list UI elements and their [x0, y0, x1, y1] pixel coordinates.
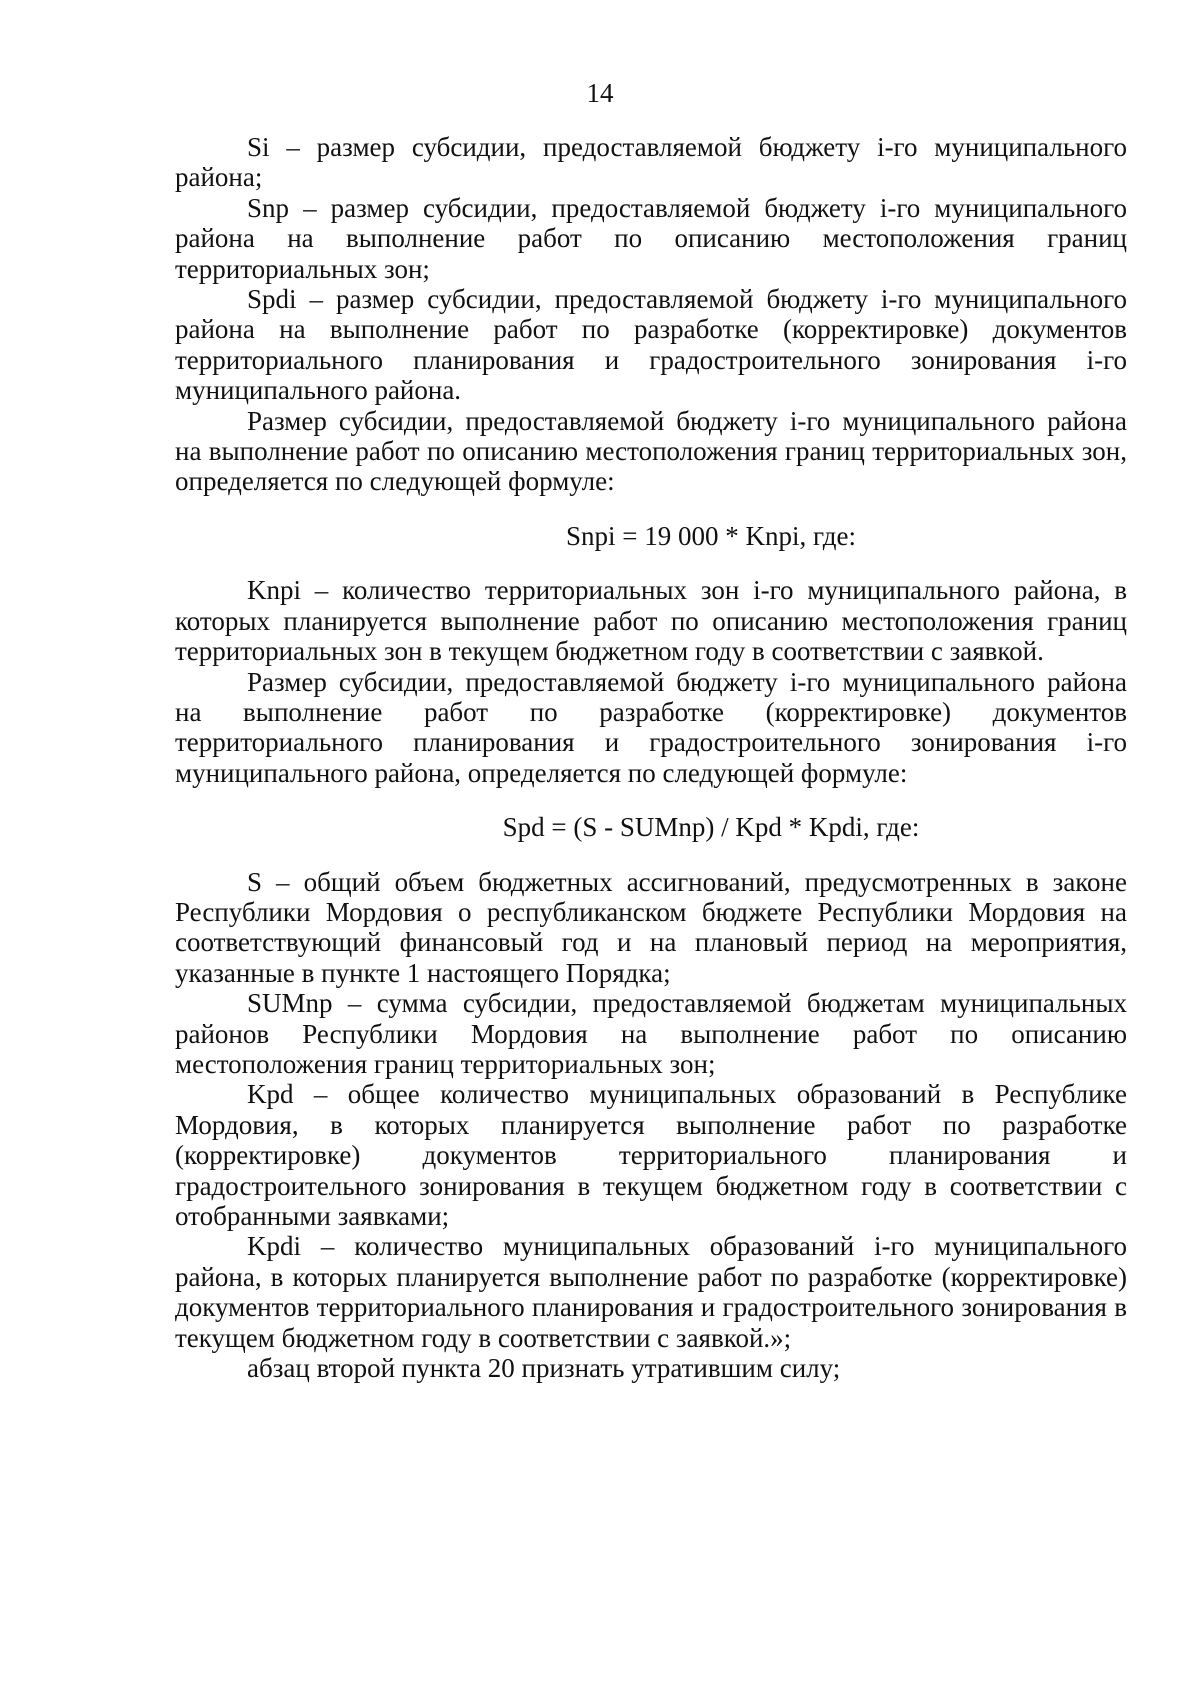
formula-snpi: Snpi = 19 000 * Knpi, где:: [566, 520, 856, 551]
definition-kpd: Kpd – общее количество муниципальных образований в Республике Мордовия, в которых планируется выполнение работ по разработке (корректировке) документов территориального планирования и градостроительного зонирования в текущем бюджетном году в соответствии с отобранными заявками;: [175, 1079, 1127, 1231]
definition-sumnp: SUMnp – сумма субсидии, предоставляемой бюджетам муниципальных районов Республики Мордовия на выполнение работ по описанию местоположения границ территориальных зон;: [175, 988, 1127, 1079]
page-number: 14: [586, 78, 614, 108]
definition-knpi: Knpi – количество территориальных зон i-го муниципального района, в которых планируется выполнение работ по описанию местоположения границ территориальных зон в текущем бюджетном году в соответствии с заявкой.: [175, 575, 1127, 667]
paragraph-snp-formula-intro: Размер субсидии, предоставляемой бюджету i-го муниципального района на выполнение работ по описанию местоположения границ территориальных зон, определяется по следующей формуле:: [175, 405, 1127, 497]
definition-si: Si – размер субсидии, предоставляемой бюджету i-го муниципального района;: [175, 132, 1127, 193]
definition-snp: Snp – размер субсидии, предоставляемой бюджету i-го муниципального района на выполнение работ по описанию местоположения границ территориальных зон;: [175, 192, 1127, 284]
definition-spdi: Spdi – размер субсидии, предоставляемой бюджету i-го муниципального района на выполнение работ по разработке (корректировке) документов территориального планирования и градостроительного зонирования i-го муниципального района.: [175, 284, 1127, 406]
definition-kpdi: Kpdi – количество муниципальных образований i-го муниципального района, в которых планируется выполнение работ по разработке (корректировке) документов территориального планирования и градостроительного зонирования в текущем бюджетном году в соответствии с заявкой.»;: [175, 1231, 1127, 1353]
formula-spd: Spd = (S - SUMnp) / Kpd * Kpdi, где:: [502, 812, 920, 843]
document-body: [175, 132, 1127, 1383]
paragraph-point-20: абзац второй пункта 20 признать утратившим силу;: [247, 1353, 841, 1384]
paragraph-spd-formula-intro: Размер субсидии, предоставляемой бюджету i-го муниципального района на выполнение работ по разработке (корректировке) документов территориального планирования и градостроительного зонирования i-го муниципального района, определяется по следующей формуле:: [175, 666, 1127, 788]
definition-s: S – общий объем бюджетных ассигнований, предусмотренных в законе Республики Мордовия о республиканском бюджете Республики Мордовия на соответствующий финансовый год и на плановый период на мероприятия, указанные в пункте 1 настоящего Порядка;: [175, 866, 1127, 988]
